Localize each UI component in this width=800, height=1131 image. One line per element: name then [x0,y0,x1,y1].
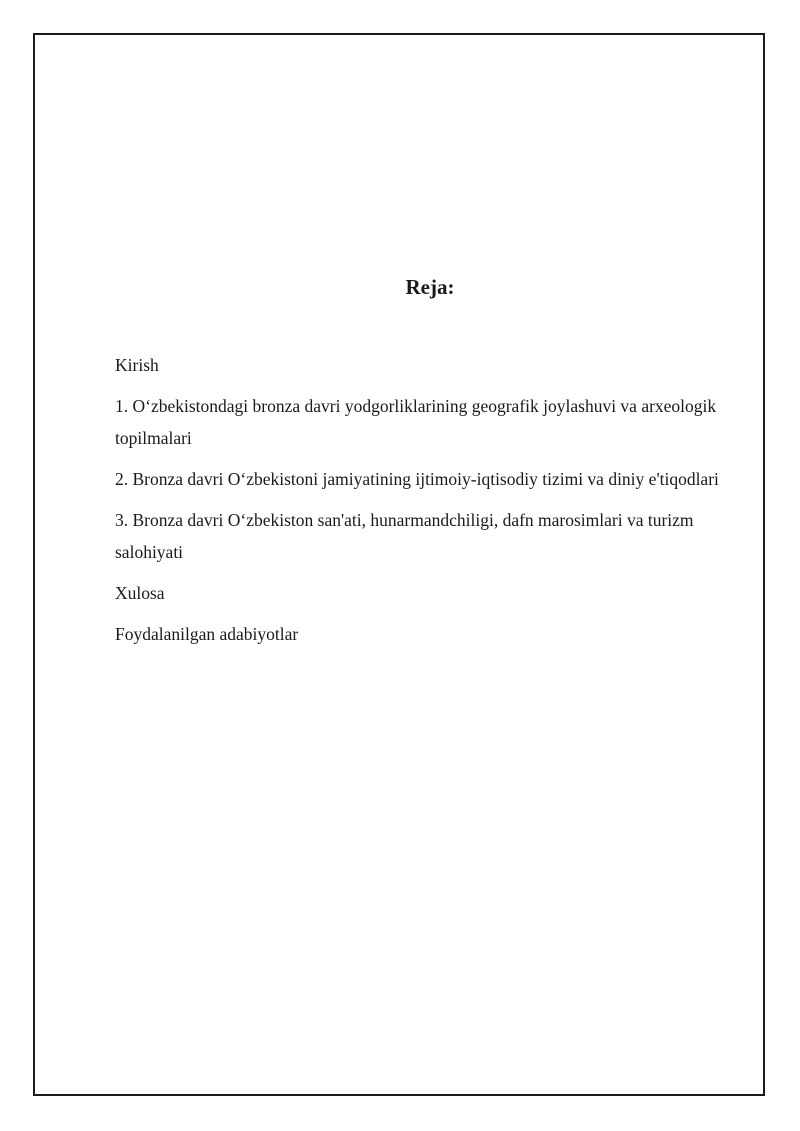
plan-item-introduction: Kirish [115,355,159,375]
plan-item-chapter-2: 2. Bronza davri O‘zbekistoni jamiyatining ijtimoiy-iqtisodiy tizimi va diniy e'tiqodlari [115,469,719,489]
plan-item-references: Foydalanilgan adabiyotlar [115,624,299,644]
plan-item-chapter-3: 3. Bronza davri O‘zbekiston san'ati, hunarmandchiligi, dafn marosimlari va turizm salohiyati [115,510,694,562]
plan-item-chapter-1: 1. O‘zbekistondagi bronza davri yodgorliklarining geografik joylashuvi va arxeologik topilmalari [115,396,717,448]
plan-item-conclusion: Xulosa [115,583,165,603]
plan-list [115,349,745,659]
page-title: Reja: [405,275,455,299]
